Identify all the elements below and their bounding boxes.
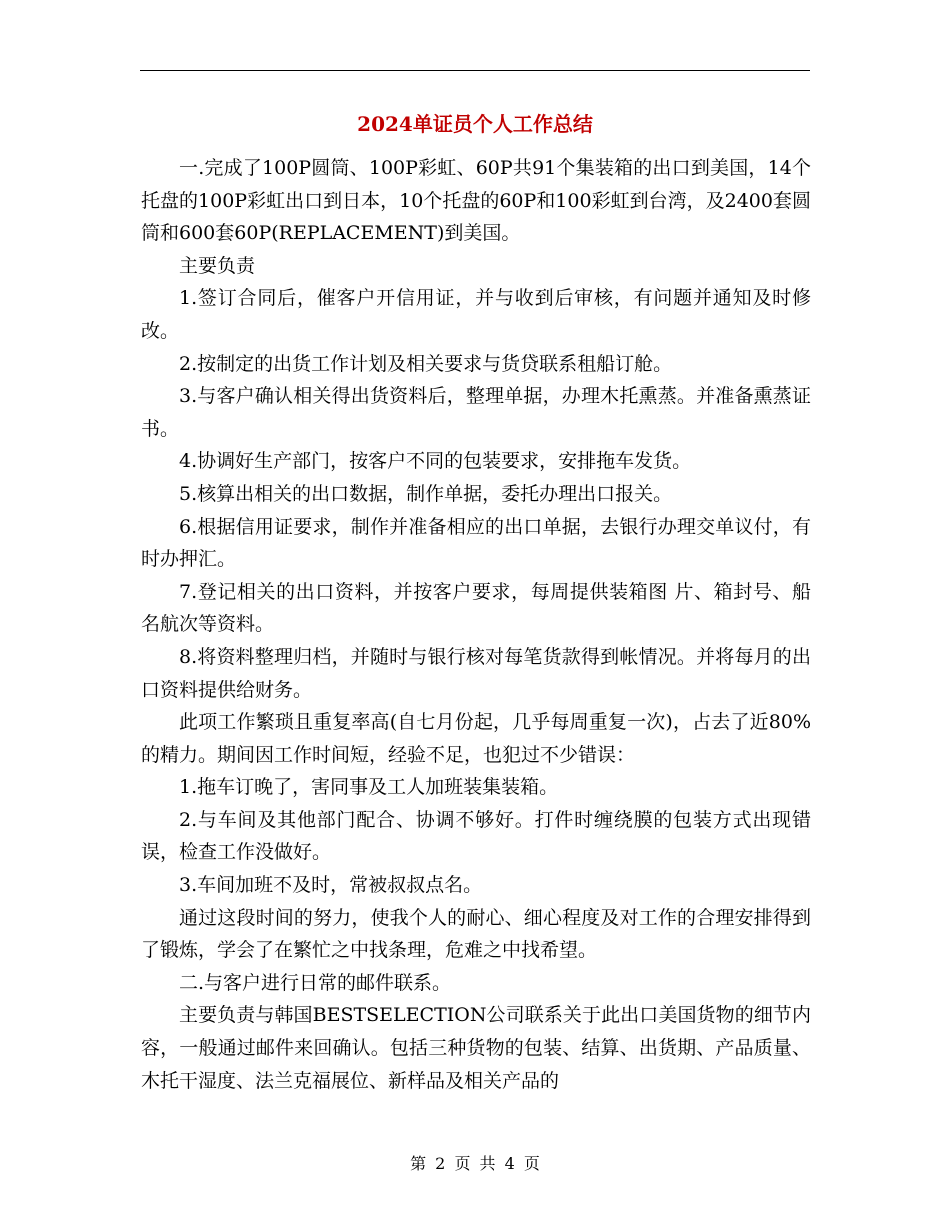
paragraph: 1.拖车订晚了，害同事及工人加班装集装箱。 [179,776,559,799]
paragraph: 3.车间加班不及时，常被叔叔点名。 [179,874,483,897]
page-number: 第 2 页 共 4 页 [410,1154,540,1173]
paragraph: 4.协调好生产部门，按客户不同的包装要求，安排拖车发货。 [179,450,692,473]
paragraph: 二.与客户进行日常的邮件联系。 [179,971,452,994]
document-title: 2024单证员个人工作总结 [357,112,593,136]
paragraph: 通过这段时间的努力，使我个人的耐心、细心程度及对工作的合理安排得到了锻炼，学会了在繁忙之中找条理，危难之中找希望。 [141,906,811,962]
paragraph: 7.登记相关的出口资料，并按客户要求，每周提供装箱图 片、箱封号、船名航次等资料。 [141,580,811,636]
paragraph: 6.根据信用证要求，制作并准备相应的出口单据，去银行办理交单议付，有时办押汇。 [141,515,811,571]
paragraph: 主要负责 [179,254,256,277]
paragraph: 此项工作繁琐且重复率高(自七月份起，几乎每周重复一次)，占去了近80%的精力。期间因工作时间短，经验不足，也犯过不少错误： [141,711,811,766]
paragraph: 8.将资料整理归档，并随时与银行核对每笔货款得到帐情况。并将每月的出口资料提供给财务。 [141,645,811,701]
document-body [141,152,811,1097]
paragraph: 2.按制定的出货工作计划及相关要求与货贷联系租船订舱。 [179,352,673,375]
paragraph: 2.与车间及其他部门配合、协调不够好。打件时缠绕膜的包装方式出现错误，检查工作没做好。 [141,808,811,864]
header-rule [140,70,810,71]
paragraph: 一.完成了100P圆筒、100P彩虹、60P共91个集装箱的出口到美国，14个托盘的100P彩虹出口到日本，10个托盘的60P和100彩虹到台湾，及2400套圆筒和600套60P(REPLACEMENT)到美国。 [141,157,811,245]
paragraph: 3.与客户确认相关得出货资料后，整理单据，办理木托熏蒸。并准备熏蒸证书。 [141,385,811,440]
paragraph: 主要负责与韩国BESTSELECTION公司联系关于此出口美国货物的细节内容，一般通过邮件来回确认。包括三种货物的包装、结算、出货期、产品质量、木托干湿度、法兰克福展位、新样品及相关产品的 [141,1004,811,1092]
paragraph: 5.核算出相关的出口数据，制作单据，委托办理出口报关。 [179,482,673,505]
paragraph: 1.签订合同后，催客户开信用证，并与收到后审核，有问题并通知及时修改。 [141,287,811,342]
